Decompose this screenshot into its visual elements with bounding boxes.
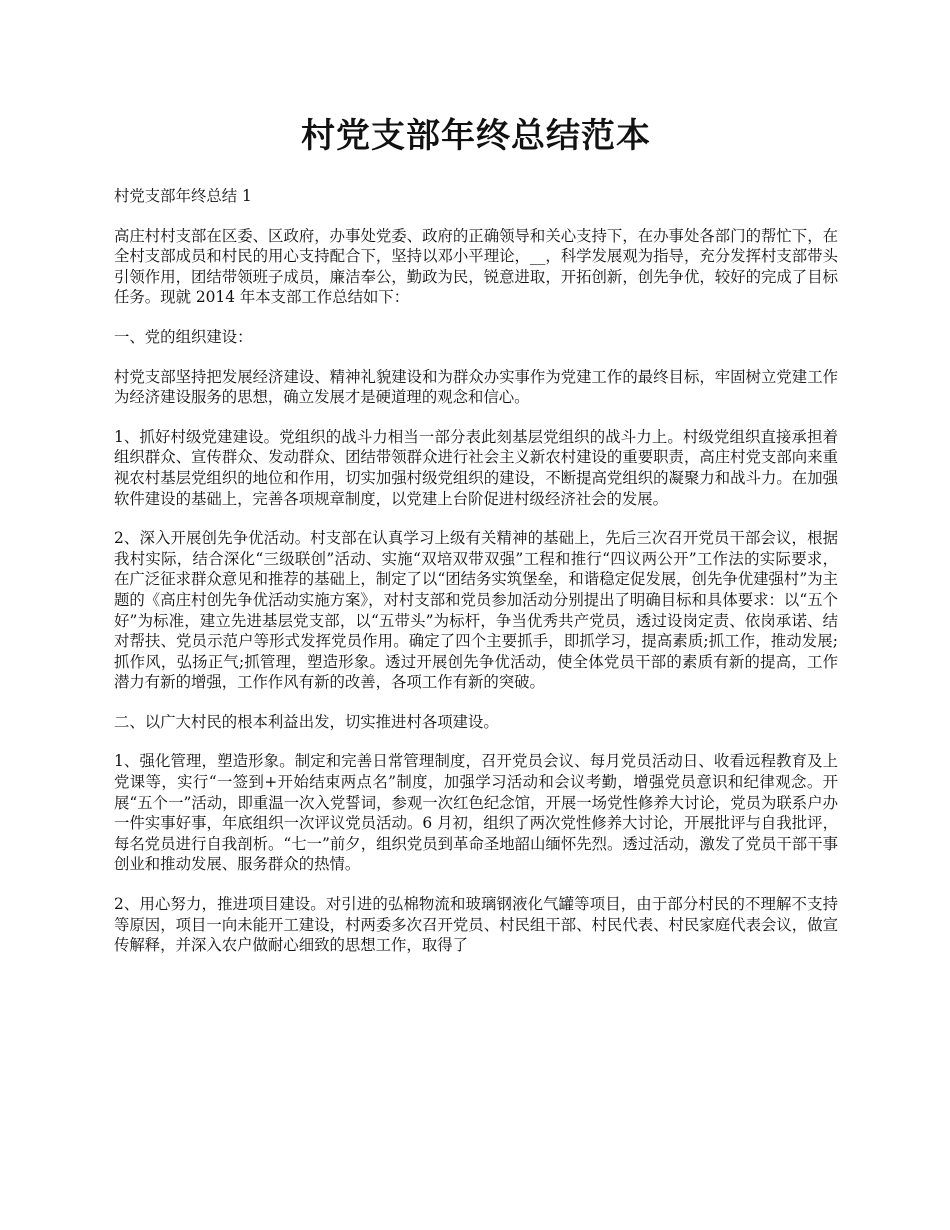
intro-paragraph: 高庄村村支部在区委、区政府，办事处党委、政府的正确领导和关心支持下，在办事处各部门的帮忙下，在全村支部成员和村民的用心支持配合下，坚持以邓小平理论，__，科学发展观为指导，充分发挥村支部带头引领作用，团结带领班子成员，廉洁奉公，勤政为民，锐意进取，开拓创新，创先争优，较好的完成了目标任务。现就 2014 年本支部工作总结如下： (114, 226, 838, 307)
section-2-item-2: 2、用心努力，推进项目建设。对引进的弘棉物流和玻璃钢液化气罐等项目，由于部分村民的不理解不支持等原因，项目一向未能开工建设，村两委多次召开党员、村民组干部、村民代表、村民家庭代表会议，做宣传解释，并深入农户做耐心细致的思想工作，取得了 (114, 895, 838, 955)
document-subtitle: 村党支部年终总结 1 (114, 187, 252, 205)
section-heading-2: 二、以广大村民的根本利益出发，切实推进村各项建设。 (114, 712, 499, 731)
document-title: 村党支部年终总结范本 (301, 116, 651, 156)
section-heading-1: 一、党的组织建设： (114, 327, 253, 346)
section-2-item-1: 1、强化管理，塑造形象。制定和完善日常管理制度，召开党员会议、每月党员活动日、收看远程教育及上党课等，实行“一签到+开始结束两点名”制度，加强学习活动和会议考勤，增强党员意识和纪律观念。开展“五个一”活动，即重温一次入党誓词，参观一次红色纪念馆，开展一场党性修养大讨论，党员为联系户办一件实事好事，年底组织一次评议党员活动。6 月初，组织了两次党性修养大讨论，开展批评与自我批评，每名党员进行自我剖析。“七一”前夕，组织党员到革命圣地韶山缅怀先烈。透过活动，激发了党员干部干事创业和推动发展、服务群众的热情。 (114, 752, 838, 874)
section-1-item-2: 2、深入开展创先争优活动。村支部在认真学习上级有关精神的基础上，先后三次召开党员干部会议，根据我村实际，结合深化“三级联创”活动、实施“双培双带双强”工程和推行“四议两公开”工作法的实际要求，在广泛征求群众意见和推荐的基础上，制定了以“团结务实筑堡垒，和谐稳定促发展，创先争优建强村”为主题的《高庄村创先争优活动实施方案》，对村支部和党员参加活动分别提出了明确目标和具体要求：以“五个好”为标准，建立先进基层党支部，以“五带头”为标杆，争当优秀共产党员，透过设岗定责、依岗承诺、结对帮扶、党员示范户等形式发挥党员作用。确定了四个主要抓手，即抓学习，提高素质;抓工作，推动发展;抓作风，弘扬正气;抓管理，塑造形象。透过开展创先争优活动，使全体党员干部的素质有新的提高，工作潜力有新的增强，工作作风有新的改善，各项工作有新的突破。 (114, 529, 838, 692)
section-1-item-1: 1、抓好村级党建建设。党组织的战斗力相当一部分表此刻基层党组织的战斗力上。村级党组织直接承担着组织群众、宣传群众、发动群众、团结带领群众进行社会主义新农村建设的重要职责，高庄村党支部向来重视农村基层党组织的地位和作用，切实加强村级党组织的建设，不断提高党组织的凝聚力和战斗力。在加强软件建设的基础上，完善各项规章制度，以党建上台阶促进村级经济社会的发展。 (114, 427, 838, 508)
section-1-paragraph: 村党支部坚持把发展经济建设、精神礼貌建设和为群众办实事作为党建工作的最终目标，牢固树立党建工作为经济建设服务的思想，确立发展才是硬道理的观念和信心。 (114, 367, 838, 407)
